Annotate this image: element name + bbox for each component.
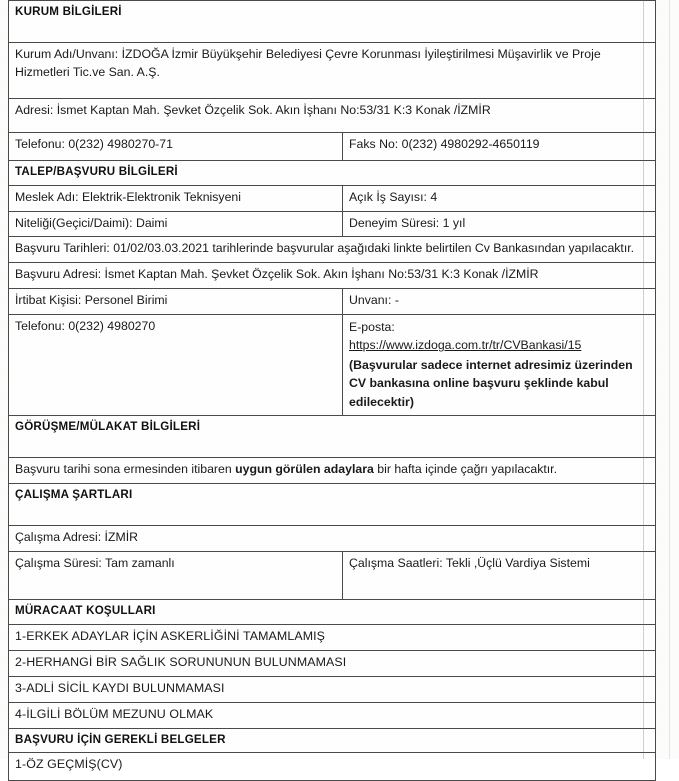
table-row [9,416,656,458]
work-address-value: İZMİR [104,529,138,544]
table-row [9,551,656,599]
document-item: 1-ÖZ GEÇMİŞ(CV) [9,753,656,781]
contact-person-value: Personel Birimi [84,293,168,308]
table-row [9,753,656,781]
table-row [9,99,656,133]
work-address-label: Çalışma Adresi: [15,529,102,544]
section-header-interview: GÖRÜŞME/MÜLAKAT BİLGİLERİ [9,416,656,458]
institution-fax-cell [343,133,656,161]
application-address-value: İsmet Kaptan Mah. Şevket Özçelik Sok. Akın İşhanı No:53/31 K:3 Konak /İZMİR [104,267,539,282]
institution-phone-label: Telefonu: [15,137,65,151]
contact-person-label: İrtibat Kişisi: [15,293,82,308]
institution-address-label: Adresi: [15,103,54,117]
requirement-item: 2-HERHANGİ BİR SAĞLIK SORUNUNUN BULUNMAMASI [9,650,656,676]
section-header-conditions: ÇALIŞMA ŞARTLARI [9,483,656,525]
table-row [9,624,656,650]
interview-text-after: bir hafta içinde çağrı yapılacaktır. [373,462,558,477]
open-positions-value: 4 [430,189,438,204]
work-hours-label: Çalışma Saatleri: [349,555,443,570]
work-hours-value: Tekli ,Üçlü Vardiya Sistemi [445,555,590,570]
application-dates-value: 01/02/03.03.2021 tarihlerinde başvurular aşağıdaki linkte belirtilen Cv Bankasından yapılacaktır. [113,241,635,256]
open-positions-cell [343,185,656,211]
table-row [9,525,656,551]
table-row [9,289,656,315]
email-label: E-posta: [349,319,395,334]
contact-title-label: Unvanı: [349,293,392,308]
application-dates-cell [9,237,656,263]
institution-phone-cell [9,133,343,161]
application-dates-label: Başvuru Tarihleri: [15,241,110,256]
contact-phone-value: 0(232) 4980270 [68,318,156,333]
work-duration-cell [9,551,343,599]
interview-text-bold: uygun görülen adaylara [235,462,374,477]
section-header-documents: BAŞVURU İÇİN GEREKLİ BELGELER [9,728,656,753]
institution-address-value: İsmet Kaptan Mah. Şevket Özçelik Sok. Akın İşhanı No:53/31 K:3 Konak /İZMİR [56,103,491,117]
table-row [9,1,656,43]
application-address-label: Başvuru Adresi: [15,267,102,282]
contact-person-cell [9,289,343,315]
institution-name-label: Kurum Adı/Unvanı: [15,47,119,61]
email-cell [343,314,656,415]
table-row [9,43,656,99]
interview-info-cell [9,458,656,484]
open-positions-label: Açık İş Sayısı: [349,189,427,204]
table-row [9,458,656,484]
table-row [9,728,656,753]
institution-fax-value: 0(232) 4980292-4650119 [401,137,540,151]
table-row [9,263,656,289]
requirement-item: 1-ERKEK ADAYLAR İÇİN ASKERLİĞİNİ TAMAMLAMIŞ [9,624,656,650]
table-row [9,483,656,525]
work-duration-label: Çalışma Süresi: [15,555,102,570]
job-title-value: Elektrik-Elektronik Teknisyeni [81,189,241,204]
experience-value: 1 yıl [442,215,466,230]
requirement-item: 4-İLGİLİ BÖLÜM MEZUNU OLMAK [9,702,656,728]
table-row [9,133,656,161]
job-nature-label: Niteliği(Geçici/Daimi): [15,215,133,230]
work-duration-value: Tam zamanlı [105,555,175,570]
experience-cell [343,211,656,237]
institution-fax-label: Faks No: [349,137,399,151]
work-hours-cell [343,551,656,599]
job-title-label: Meslek Adı: [15,189,79,204]
table-row [9,211,656,237]
table-row [9,599,656,624]
contact-title-value: - [394,293,399,308]
job-title-cell [9,185,343,211]
table-row [9,650,656,676]
table-row [9,185,656,211]
institution-address-cell [9,99,656,133]
job-nature-cell [9,211,343,237]
work-address-cell [9,525,656,551]
table-row [9,702,656,728]
experience-label: Deneyim Süresi: [349,215,440,230]
contact-phone-cell [9,314,343,415]
requirement-item: 3-ADLİ SİCİL KAYDI BULUNMAMASI [9,676,656,702]
institution-name-value: İZDOĞA İzmir Büyükşehir Belediyesi Çevre Korunması İyileştirilmesi Müşavirlik ve Proje Hizmetleri Tic.ve San. A.Ş. [15,47,601,79]
table-row [9,676,656,702]
section-header-institution: KURUM BİLGİLERİ [9,1,656,43]
application-note: (Başvurular sadece internet adresimiz üzerinden CV bankasına online başvuru şeklinde kabul edilecektir) [349,357,633,409]
table-row [9,161,656,186]
section-header-request: TALEP/BAŞVURU BİLGİLERİ [9,161,656,186]
job-nature-value: Daimi [135,215,168,230]
job-posting-table [8,0,656,781]
scan-artifact-line [669,0,670,759]
cv-bank-link[interactable]: https://www.izdoga.com.tr/tr/CVBankasi/15 [349,338,582,353]
contact-phone-label: Telefonu: [15,318,65,333]
contact-title-cell [343,289,656,315]
section-header-requirements: MÜRACAAT KOŞULLARI [9,599,656,624]
interview-text-before: Başvuru tarihi sona ermesinden itibaren [15,462,236,477]
table-row [9,237,656,263]
application-address-cell [9,263,656,289]
institution-phone-value: 0(232) 4980270-71 [68,137,173,151]
institution-name-cell [9,43,656,99]
table-row [9,314,656,415]
